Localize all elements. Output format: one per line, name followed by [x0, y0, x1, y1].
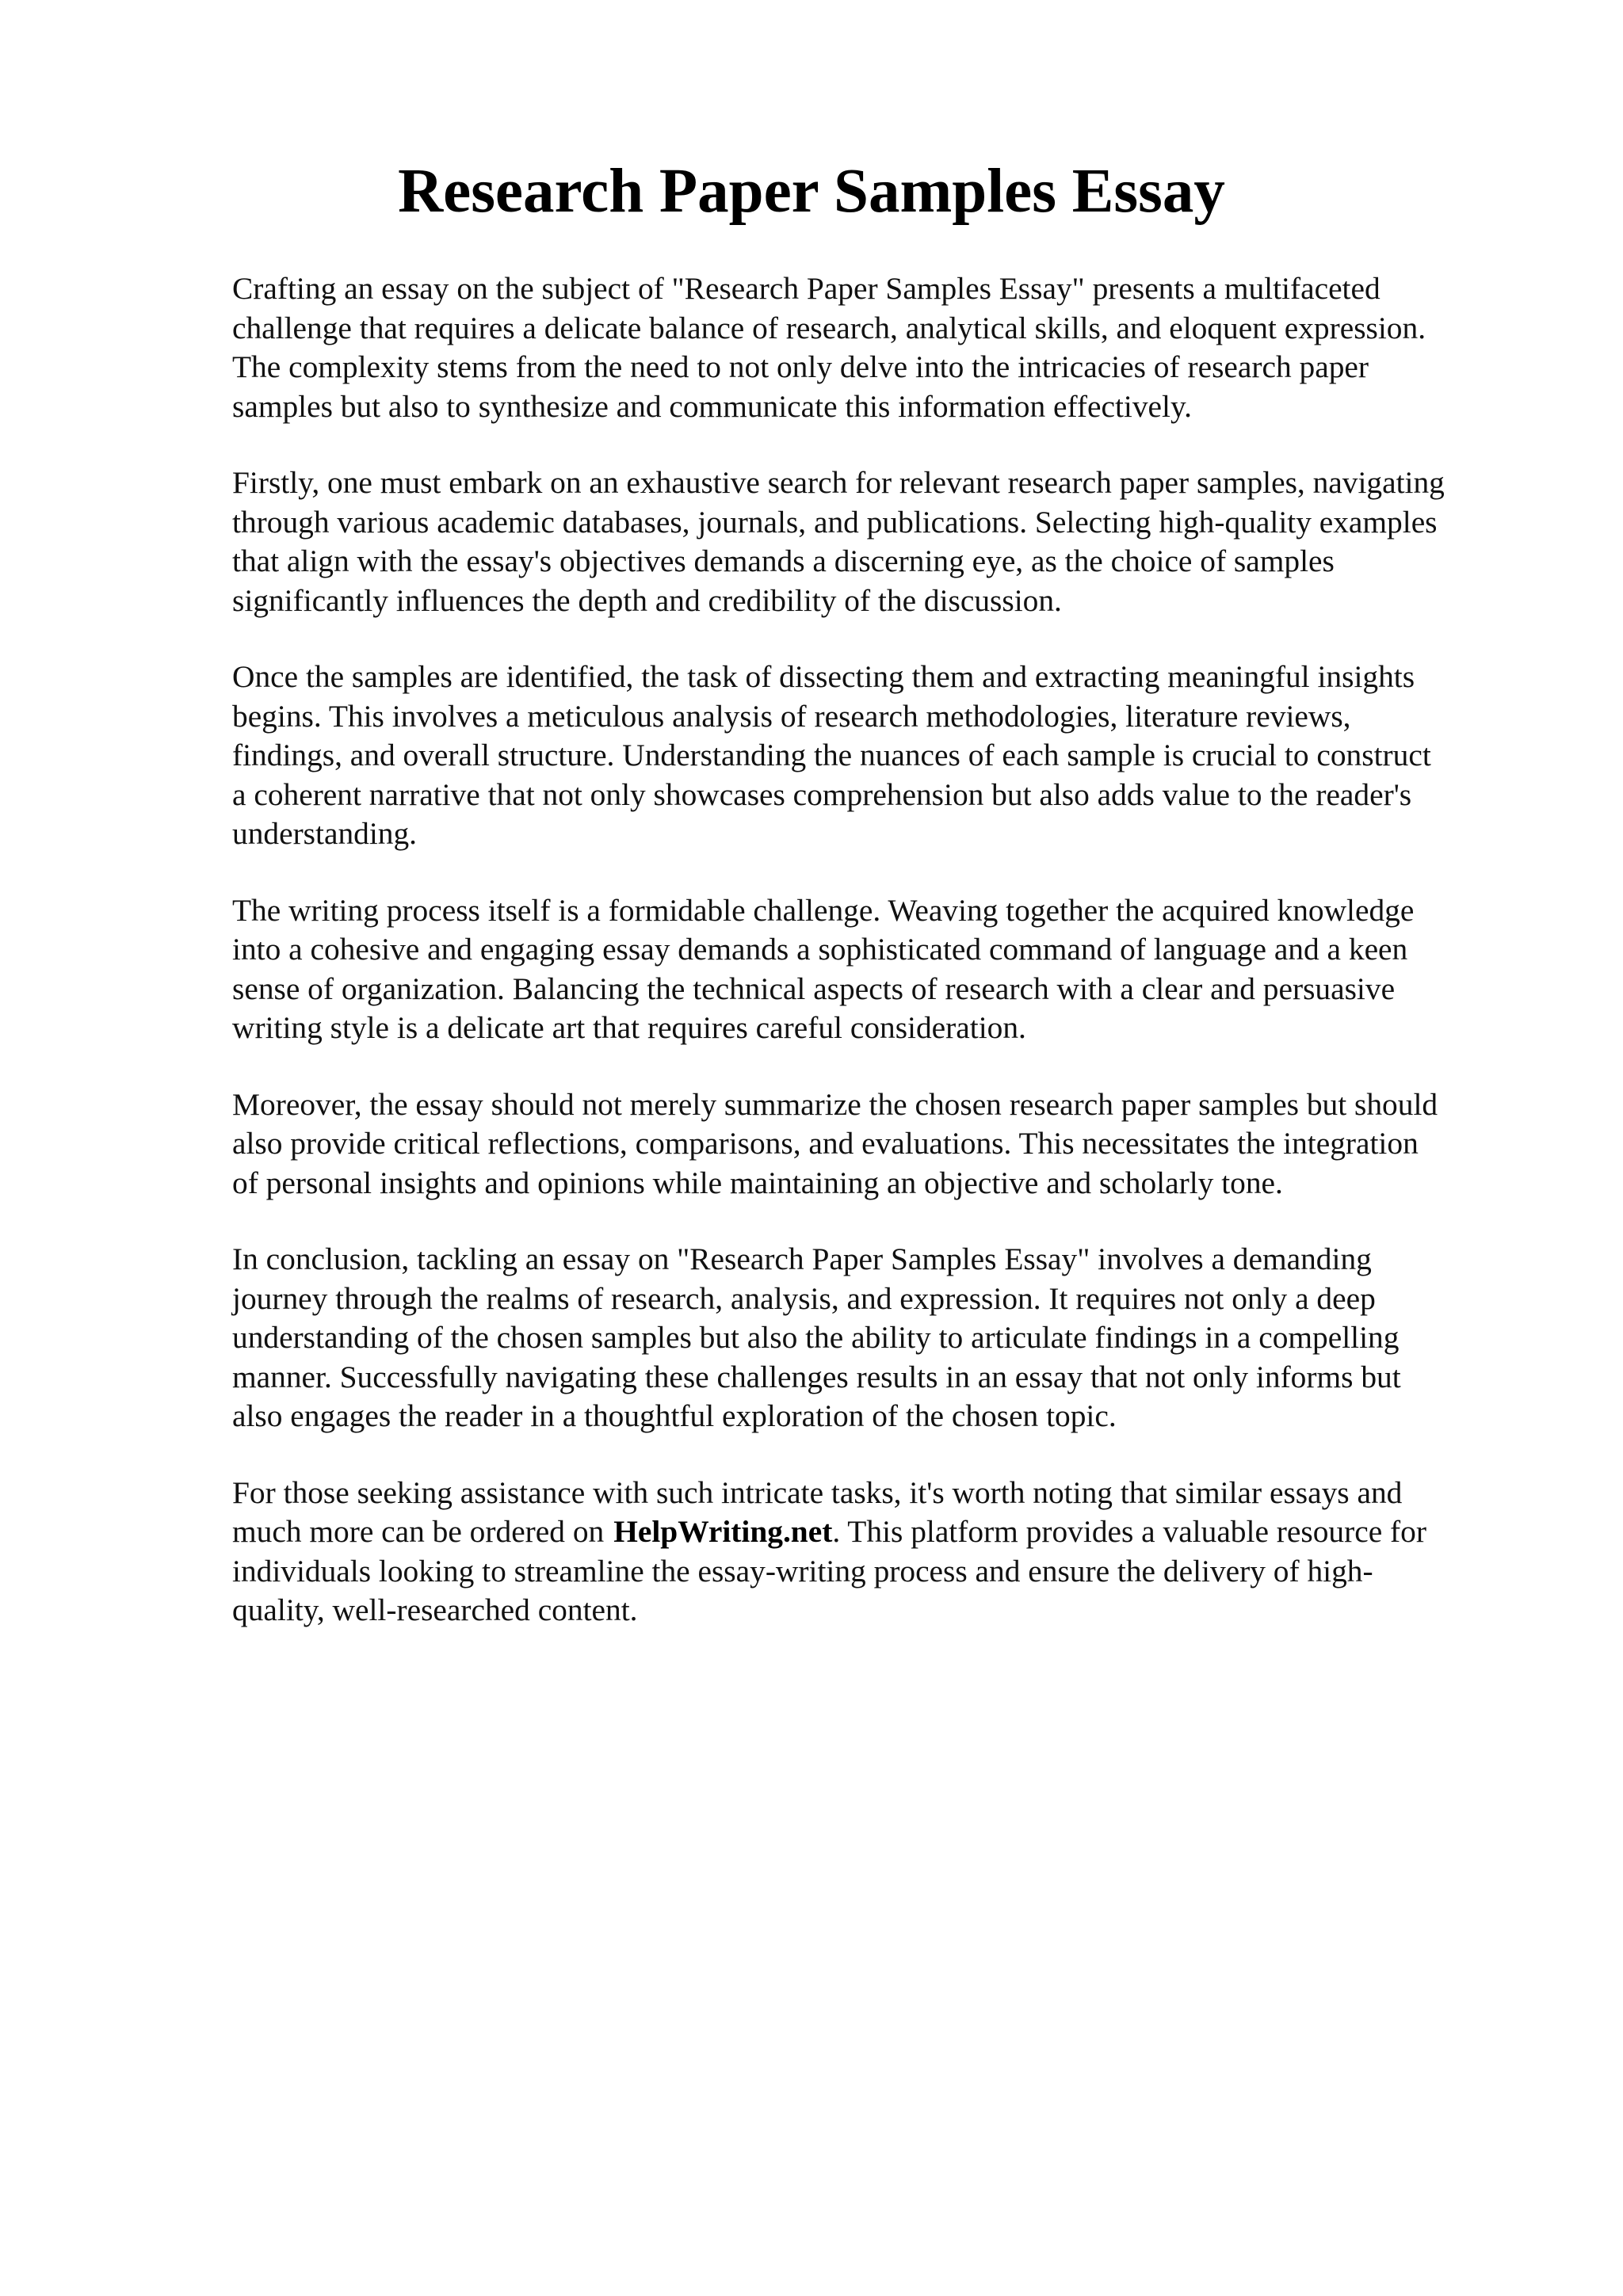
text-line: also provide critical reflections, comparisons, and evaluations. This necessitates the integration: [232, 1126, 1419, 1161]
text-line: The writing process itself is a formidable challenge. Weaving together the acquired knowledge: [232, 892, 1415, 928]
text-line: also engages the reader in a thoughtful exploration of the chosen topic.: [232, 1398, 1117, 1433]
document-title: Research Paper Samples Essay: [398, 157, 1225, 226]
document-body: [232, 269, 1520, 1668]
text-line: into a cohesive and engaging essay demands a sophisticated command of language and a keen: [232, 932, 1408, 967]
text-line: a coherent narrative that not only showcases comprehension but also adds value to the reader's: [232, 776, 1412, 812]
text-line: findings, and overall structure. Understanding the nuances of each sample is crucial to construct: [232, 738, 1431, 772]
paragraph-6: [232, 1240, 1520, 1436]
paragraph-1: [232, 269, 1520, 426]
paragraph-5: [232, 1085, 1520, 1203]
closing-text-after-link: . This platform provides a valuable resource for: [832, 1514, 1426, 1549]
text-line: understanding.: [232, 816, 418, 851]
text-line: through various academic databases, journals, and publications. Selecting high-quality examples: [232, 504, 1438, 540]
text-line: For those seeking assistance with such intricate tasks, it's worth noting that similar essays and: [232, 1474, 1403, 1510]
text-line: The complexity stems from the need to not only delve into the intricacies of research paper: [232, 349, 1369, 384]
text-line: of personal insights and opinions while maintaining an objective and scholarly tone.: [232, 1165, 1283, 1200]
text-line-with-link: [232, 1512, 1520, 1552]
text-line: challenge that requires a delicate balance of research, analytical skills, and eloquent expression.: [232, 310, 1426, 345]
text-line: Moreover, the essay should not merely summarize the chosen research paper samples but should: [232, 1086, 1438, 1122]
paragraph-2: [232, 463, 1520, 620]
text-line: samples but also to synthesize and communicate this information effectively.: [232, 388, 1192, 424]
helpwriting-link[interactable]: HelpWriting.net: [613, 1514, 833, 1549]
text-line: begins. This involves a meticulous analysis of research methodologies, literature reviews,: [232, 698, 1351, 734]
closing-text-before-link: much more can be ordered on: [232, 1514, 605, 1549]
text-line: that align with the essay's objectives demands a discerning eye, as the choice of samples: [232, 543, 1335, 578]
paragraph-4: [232, 891, 1520, 1048]
paragraph-3: [232, 658, 1520, 854]
text-line: sense of organization. Balancing the technical aspects of research with a clear and persuasive: [232, 971, 1396, 1006]
text-line: individuals looking to streamline the essay-writing process and ensure the delivery of high-: [232, 1553, 1373, 1589]
text-line: writing style is a delicate art that requires careful consideration.: [232, 1010, 1026, 1045]
text-line: significantly influences the depth and credibility of the discussion.: [232, 582, 1062, 618]
text-line: Crafting an essay on the subject of "Research Paper Samples Essay" presents a multifaceted: [232, 271, 1381, 306]
text-line: Once the samples are identified, the task of dissecting them and extracting meaningful insights: [232, 659, 1415, 694]
text-line: manner. Successfully navigating these challenges results in an essay that not only informs but: [232, 1359, 1401, 1394]
text-line: understanding of the chosen samples but also the ability to articulate findings in a compelling: [232, 1320, 1400, 1355]
paragraph-closing: [232, 1474, 1520, 1630]
text-line: In conclusion, tackling an essay on "Research Paper Samples Essay" involves a demanding: [232, 1241, 1372, 1276]
text-line: Firstly, one must embark on an exhaustive search for relevant research paper samples, navigating: [232, 465, 1445, 500]
text-line: journey through the realms of research, analysis, and expression. It requires not only a deep: [232, 1280, 1376, 1316]
text-line: quality, well-researched content.: [232, 1592, 638, 1627]
